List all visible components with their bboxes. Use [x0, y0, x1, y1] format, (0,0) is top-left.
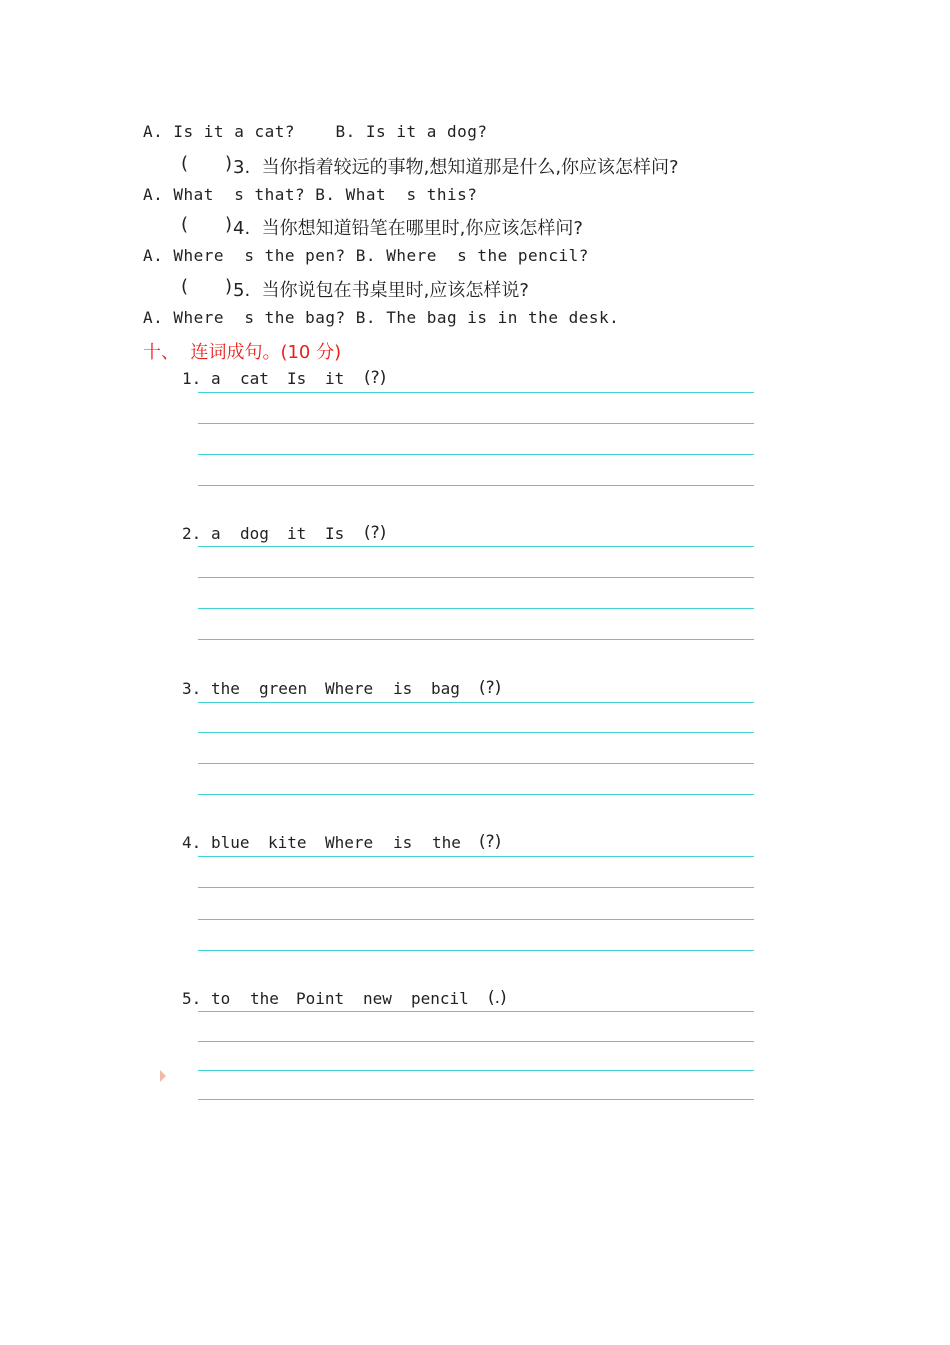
- word: it: [287, 524, 307, 543]
- writing-line[interactable]: [198, 639, 754, 640]
- word: it: [325, 369, 345, 388]
- word: new: [363, 989, 392, 1008]
- question-options: A. What s that? B. What s this?: [143, 185, 478, 204]
- word: Is: [325, 524, 345, 543]
- item-number: 1.: [182, 369, 202, 388]
- word: is: [393, 833, 413, 852]
- word: the: [432, 833, 461, 852]
- writing-line[interactable]: [198, 1011, 754, 1012]
- writing-line[interactable]: [198, 702, 754, 703]
- item-number: 2.: [182, 524, 202, 543]
- writing-line[interactable]: [198, 1099, 754, 1100]
- question-options: A. Where s the bag? B. The bag is in the desk.: [143, 308, 620, 327]
- punctuation-hint: (?): [479, 678, 502, 698]
- writing-line[interactable]: [198, 423, 754, 424]
- answer-paren-close: ): [225, 153, 233, 174]
- writing-line[interactable]: [198, 454, 754, 455]
- question-options: A. Where s the pen? B. Where s the pencil?: [143, 246, 589, 265]
- answer-paren-close: ): [225, 276, 233, 297]
- word: dog: [240, 524, 269, 543]
- item-number: 5.: [182, 989, 202, 1008]
- answer-paren-open: (: [181, 153, 189, 174]
- writing-line[interactable]: [198, 950, 754, 951]
- question-prompt: 4. 当你想知道铅笔在哪里时,你应该怎样问?: [233, 218, 583, 239]
- writing-line[interactable]: [198, 763, 754, 764]
- writing-line[interactable]: [198, 485, 754, 486]
- punctuation-hint: (?): [479, 832, 502, 852]
- writing-line[interactable]: [198, 887, 754, 888]
- scan-artifact-mark: [160, 1070, 166, 1082]
- word: is: [393, 679, 413, 698]
- word: to: [211, 989, 231, 1008]
- punctuation-hint: (?): [364, 523, 387, 543]
- writing-line[interactable]: [198, 608, 754, 609]
- writing-line[interactable]: [198, 794, 754, 795]
- answer-paren-open: (: [181, 214, 189, 235]
- word: green: [259, 679, 308, 698]
- writing-line[interactable]: [198, 856, 754, 857]
- word: kite: [268, 833, 307, 852]
- writing-line[interactable]: [198, 1070, 754, 1071]
- word: pencil: [411, 989, 469, 1008]
- item-number: 4.: [182, 833, 202, 852]
- punctuation-hint: (?): [364, 368, 387, 388]
- word: Where: [325, 833, 374, 852]
- word: cat: [240, 369, 269, 388]
- question-prompt: 3. 当你指着较远的事物,想知道那是什么,你应该怎样问?: [233, 157, 679, 178]
- writing-line[interactable]: [198, 546, 754, 547]
- answer-paren-open: (: [181, 276, 189, 297]
- question-prompt: 5. 当你说包在书桌里时,应该怎样说?: [233, 280, 529, 301]
- word: Where: [325, 679, 374, 698]
- word: Point: [296, 989, 345, 1008]
- writing-line[interactable]: [198, 732, 754, 733]
- word: Is: [287, 369, 307, 388]
- writing-line[interactable]: [198, 1041, 754, 1042]
- writing-line[interactable]: [198, 392, 754, 393]
- section-heading: 十、 连词成句。(10 分): [143, 342, 342, 363]
- writing-line[interactable]: [198, 577, 754, 578]
- word: a: [211, 524, 221, 543]
- word: the: [250, 989, 279, 1008]
- answer-paren-close: ): [225, 214, 233, 235]
- writing-line[interactable]: [198, 919, 754, 920]
- word: a: [211, 369, 221, 388]
- q2-options: A. Is it a cat? B. Is it a dog?: [143, 122, 488, 141]
- punctuation-hint: (.): [488, 988, 507, 1008]
- item-number: 3.: [182, 679, 202, 698]
- word: the: [211, 679, 240, 698]
- word: bag: [431, 679, 460, 698]
- word: blue: [211, 833, 250, 852]
